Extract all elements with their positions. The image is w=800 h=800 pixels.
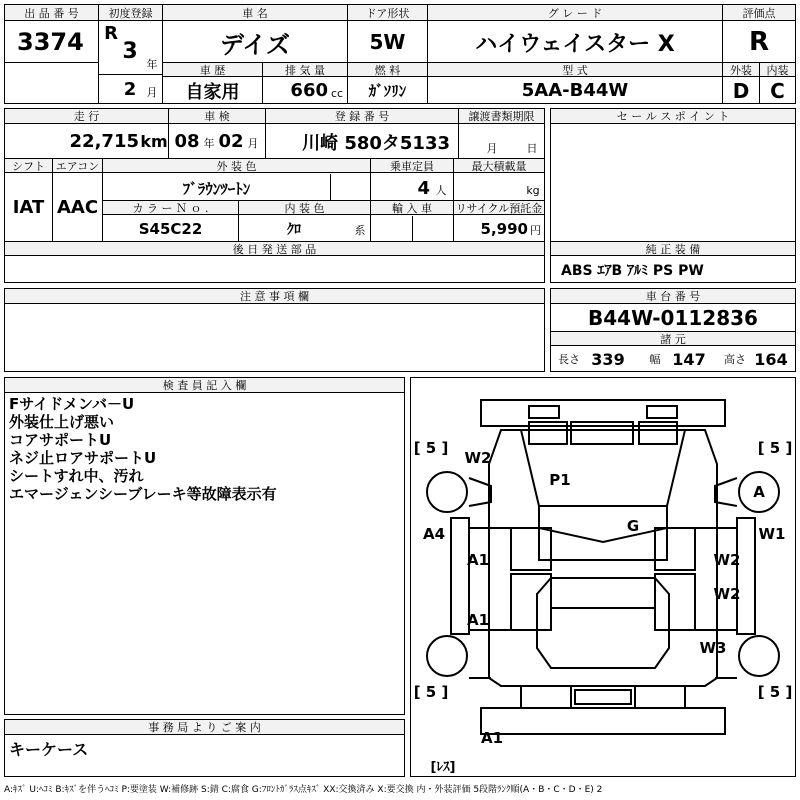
interior-value: C — [770, 78, 785, 103]
capacity-value: 4 — [417, 177, 430, 199]
damage-mark: A1 — [480, 729, 504, 747]
length-value: 339 — [591, 349, 625, 369]
damage-mark: A4 — [422, 525, 446, 543]
car-name-value: デイズ — [219, 30, 291, 59]
km-unit: km — [140, 132, 168, 151]
damage-mark: W3 — [699, 639, 727, 657]
person-unit: 人 — [435, 184, 447, 197]
length-label: 長さ — [558, 353, 580, 366]
tire-tread-lr: [ 5 ] — [413, 683, 449, 701]
max-load-label: 最大積載量 — [454, 159, 544, 173]
transfer-day-unit: 日 — [526, 142, 538, 155]
score-value: R — [748, 27, 770, 57]
door-label: ドア形状 — [348, 5, 427, 21]
office-note: キーケース — [9, 739, 89, 759]
inspector-note: シートすれ中、汚れ — [9, 467, 144, 485]
color-no-label: カ ラ ー Ｎ ｏ . — [103, 201, 238, 215]
shift-label: シフト — [5, 159, 52, 173]
tire-tread-lf: [ 5 ] — [413, 439, 449, 457]
exterior-value: D — [732, 78, 750, 103]
inspection-label: 車 検 — [169, 109, 265, 124]
damage-mark: [ﾚｽ] — [430, 759, 456, 775]
inspection-month: 02 — [218, 131, 244, 152]
inspector-label: 検 査 員 記 入 欄 — [5, 378, 404, 393]
year-unit: 年 — [146, 58, 158, 71]
int-color-label: 内 装 色 — [239, 201, 370, 215]
sales-point-label: セ ー ル ス ポ イ ン ト — [551, 109, 795, 124]
history-label: 車 歴 — [163, 63, 262, 77]
aircon-label: エアコン — [53, 159, 102, 173]
mileage-label: 走 行 — [5, 109, 168, 124]
mileage-value: 22,715 — [69, 131, 139, 152]
inspection-year: 08 — [174, 131, 200, 152]
history-value: 自家用 — [185, 81, 240, 103]
displacement-label: 排 気 量 — [263, 63, 347, 77]
era-value: R — [104, 22, 118, 44]
grade-label: グ レ ー ド — [428, 5, 722, 21]
inspector-note: 外装仕上げ悪い — [9, 413, 115, 431]
registration-value: 川崎 580タ5133 — [302, 132, 450, 154]
chassis-value: B44W-0112836 — [588, 306, 758, 330]
transfer-label: 譲渡書類期限 — [459, 109, 544, 124]
ext-color-value: ﾌﾞﾗｳﾝﾂｰﾄﾝ — [182, 179, 251, 198]
transfer-month-unit: 月 — [486, 142, 498, 155]
kg-unit: kg — [526, 183, 540, 197]
fuel-label: 燃 料 — [348, 63, 427, 77]
model-label: 型 式 — [428, 63, 722, 77]
door-value: 5W — [369, 30, 406, 54]
kei-unit: 系 — [354, 224, 366, 237]
car-diagram — [410, 377, 796, 777]
height-value: 164 — [754, 349, 788, 369]
width-label: 幅 — [649, 353, 661, 366]
damage-mark: P1 — [549, 471, 571, 489]
damage-mark: W2 — [464, 449, 492, 467]
score-label: 評価点 — [723, 5, 795, 21]
recycle-label: リサイクル預託金 — [455, 201, 543, 215]
month-value: 2 — [123, 78, 137, 100]
inspector-notes — [9, 395, 277, 503]
chassis-label: 車 台 番 号 — [551, 289, 795, 304]
aircon-value: AAC — [56, 197, 99, 218]
year-value: 3 — [122, 38, 138, 64]
later-parts-label: 後 日 発 送 部 品 — [5, 242, 544, 256]
ext-color-label: 外 装 色 — [103, 159, 370, 173]
int-color-value: ｸﾛ — [287, 221, 301, 238]
first-reg-label: 初度登録 — [99, 5, 162, 21]
tire-tread-rr: [ 5 ] — [757, 683, 793, 701]
notes-label: 注 意 事 項 欄 — [5, 289, 544, 304]
damage-mark: A1 — [466, 551, 490, 569]
recycle-value: 5,990 — [480, 219, 528, 238]
damage-mark: A — [753, 483, 765, 501]
inspector-note: エマージェンシーブレーキ等故障表示有 — [9, 485, 277, 503]
registration-label: 登 録 番 号 — [266, 109, 458, 124]
cc-unit: cc — [330, 86, 344, 100]
tire-tread-rf: [ 5 ] — [757, 439, 793, 457]
grade-value: ハイウェイスター X — [475, 31, 675, 57]
fuel-value: ｶﾞｿﾘﾝ — [368, 82, 407, 100]
month-unit: 月 — [146, 86, 158, 99]
damage-mark: A1 — [466, 611, 490, 629]
capacity-label: 乗車定員 — [371, 159, 453, 173]
genuine-label: 純 正 装 備 — [551, 242, 795, 256]
yen-unit: 円 — [530, 224, 541, 237]
office-label: 事 務 局 よ り ご 案 内 — [5, 720, 404, 735]
damage-mark: W2 — [713, 551, 741, 569]
exterior-label: 外装 — [723, 63, 759, 77]
inspector-note: コアサポートU — [9, 431, 112, 449]
displacement-value: 660 — [290, 80, 328, 101]
inspector-note: Fサイドメンバ－U — [9, 395, 135, 413]
model-value: 5AA-B44W — [521, 80, 629, 101]
legend: A:ｷｽﾞ U:ﾍｺﾐ B:ｷｽﾞを伴うﾍｺﾐ P:要塗装 W:補修跡 S:錆 C:腐食 G:ﾌﾛﾝﾄｶﾞﾗｽ点ｷｽﾞ XX:交換済み X:要交換 内・外装評価 5段階ﾗﾝｸ順(A・B・C・D・E) 2 — [4, 784, 603, 795]
shift-value: IAT — [12, 197, 45, 218]
inspector-note: ネジ止ロアサポートU — [9, 449, 157, 467]
lot-no-label: 出 品 番 号 — [5, 5, 98, 21]
damage-mark: W2 — [713, 585, 741, 603]
interior-label: 内装 — [760, 63, 795, 77]
damage-mark: W1 — [758, 525, 786, 543]
import-label: 輸 入 車 — [371, 201, 453, 215]
dims-label: 諸 元 — [551, 332, 795, 346]
car-name-label: 車 名 — [163, 5, 347, 21]
damage-mark: G — [626, 517, 640, 535]
equipment-value: ABS ｴｱB ｱﾙﾐ PS PW — [561, 262, 704, 279]
lot-no-value: 3374 — [17, 28, 84, 56]
height-label: 高さ — [724, 353, 746, 366]
inspection-year-unit: 年 — [203, 137, 215, 150]
color-no-value: S45C22 — [138, 219, 203, 238]
inspection-month-unit: 月 — [247, 137, 259, 150]
width-value: 147 — [672, 349, 706, 369]
